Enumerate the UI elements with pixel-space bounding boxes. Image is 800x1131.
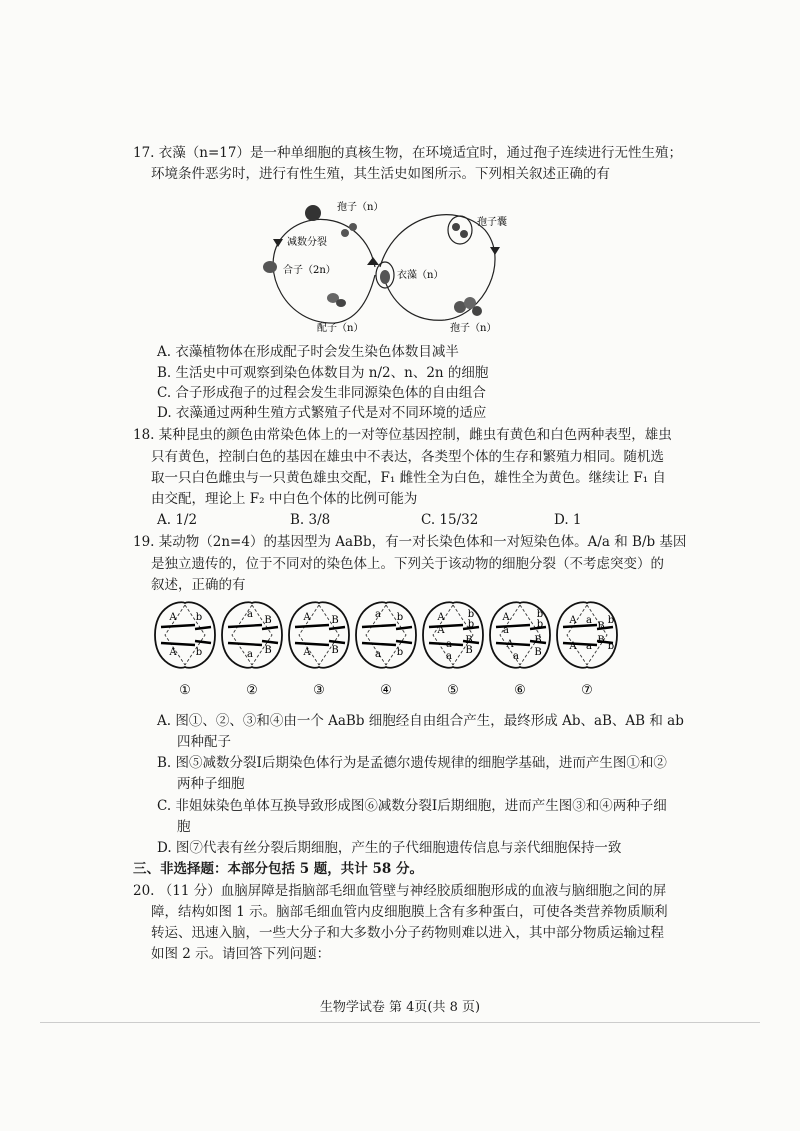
chromosome-long <box>161 643 195 645</box>
gene-label: B <box>264 645 272 656</box>
q17-line1: 17. 衣藻（n=17）是一种单细胞的真核生物，在环境适宜时，通过孢子连续进行无性生殖； <box>133 145 682 161</box>
label-spore-bottom: 孢子（n） <box>450 323 497 334</box>
gene-label: B <box>534 635 542 646</box>
section-heading: 三、非选择题：本部分包括 5 题，共计 58 分。 <box>133 861 423 877</box>
q19-option-a-line1: A. 图①、②、③和④由一个 AaBb 细胞经自由组合产生，最终形成 Ab、aB、AB 和 ab <box>157 713 684 729</box>
gene-label: b <box>607 615 615 626</box>
q19-option-c-line2: 胞 <box>177 819 191 835</box>
cell-figure-3 <box>289 602 349 698</box>
footer-rule <box>40 1022 760 1023</box>
q20-line2: 障，结构如图 1 示。脑部毛细血管内皮细胞膜上含有多种蛋白，可使各类营养物质顺利 <box>151 904 668 920</box>
gene-label: A <box>437 612 445 623</box>
chromosome-long <box>362 643 396 645</box>
sporangium-top-icon <box>305 205 321 221</box>
cell-number-label: ⑤ <box>447 683 459 698</box>
gene-label: b <box>396 612 404 623</box>
cell-membrane <box>289 602 349 668</box>
gene-label: A <box>437 625 445 636</box>
gene-label: a <box>586 615 592 626</box>
q19-line2: 是独立遗传的，位于不同对的染色体上。下列关于该动物的细胞分裂（不考虑突变）的 <box>151 556 664 572</box>
gene-label: a <box>446 639 452 650</box>
cell-number-label: ④ <box>380 683 392 698</box>
label-gamete: 配子（n） <box>317 323 364 334</box>
chromosome-short <box>329 641 345 643</box>
chromosome-short <box>396 641 412 643</box>
cell-number-label: ① <box>179 683 191 698</box>
gene-label: A <box>169 647 177 658</box>
life-cycle-diagram <box>245 195 545 345</box>
cell-number-label: ⑦ <box>581 683 593 698</box>
q17-option-a: A. 衣藻植物体在形成配子时会发生染色体数目减半 <box>157 344 459 360</box>
gene-label: B <box>331 615 339 626</box>
chromosome-long <box>161 625 195 627</box>
gene-label: b <box>195 647 203 658</box>
q19-option-b-line1: B. 图⑤减数分裂I后期染色体行为是孟德尔遗传规律的细胞学基础，进而产生图①和② <box>157 755 667 771</box>
cell-figure-7 <box>557 602 617 698</box>
gene-label: b <box>467 619 475 630</box>
gene-label: a <box>247 649 253 660</box>
q20-line4: 如图 2 示。请回答下列问题： <box>151 946 331 962</box>
cell-membrane <box>557 602 617 668</box>
chromosome-long <box>362 625 396 627</box>
sporangium-icon <box>448 216 472 244</box>
gene-label: a <box>513 651 519 662</box>
chromosome-long <box>496 625 530 627</box>
q17-option-d: D. 衣藻通过两种生殖方式繁殖子代是对不同环境的适应 <box>157 405 487 421</box>
q17-option-c: C. 合子形成孢子的过程会发生非同源染色体的自由组合 <box>157 385 486 401</box>
q19-line1: 19. 某动物（2n=4）的基因型为 AaBb，有一对长染色体和一对短染色体。A/a 和 B/b 基因 <box>133 534 687 550</box>
gene-label: B <box>465 645 473 656</box>
cell-number-label: ③ <box>313 683 325 698</box>
gene-label: B <box>597 621 605 632</box>
label-spore-top: 孢子（n） <box>337 202 384 213</box>
q18-option-d: D. 1 <box>554 512 582 528</box>
q17-option-b: B. 生活史中可观察到染色体数目为 n/2、n、2n 的细胞 <box>157 365 489 381</box>
chromosome-long <box>295 625 329 627</box>
q17-line2: 环境条件恶劣时，进行有性生殖，其生活史如图所示。下列相关叙述正确的有 <box>151 166 610 182</box>
cell-figure-1 <box>155 602 215 698</box>
gene-label: a <box>503 625 509 636</box>
q18-option-a: A. 1/2 <box>157 512 198 528</box>
chromosome-short <box>262 627 278 629</box>
gene-label: A <box>303 612 311 623</box>
gene-label: B <box>264 615 272 626</box>
q19-option-d: D. 图⑦代表有丝分裂后期细胞，产生的子代细胞遗传信息与亲代细胞保持一致 <box>157 840 622 856</box>
gene-label: B <box>597 635 605 646</box>
q19-line3: 叙述，正确的有 <box>151 577 246 593</box>
label-meiosis: 减数分裂 <box>287 237 327 248</box>
gene-label: b <box>607 641 615 652</box>
label-sporangium: 孢子囊 <box>477 217 507 228</box>
page-footer: 生物学试卷 第 4页(共 8 页) <box>319 1000 481 1015</box>
chromosome-short <box>195 641 211 643</box>
cell-number-label: ⑥ <box>514 683 526 698</box>
gene-label: a <box>586 641 592 652</box>
chromosome-long <box>429 625 463 627</box>
chromosome-long <box>295 643 329 645</box>
gene-label: B <box>534 647 542 658</box>
label-zygote: 合子（2n） <box>283 265 336 276</box>
chromosome-short <box>329 627 345 629</box>
q19-option-b-line2: 两种子细胞 <box>177 776 245 792</box>
gene-label: b <box>467 609 475 620</box>
cell-figure-2 <box>222 602 282 698</box>
q18-line4: 由交配，理论上 F₂ 中白色个体的比例可能为 <box>151 491 418 507</box>
q20-line1: 20. （11 分）血脑屏障是指脑部毛细血管壁与神经胶质细胞形成的血液与脑细胞之间的屏 <box>133 883 667 899</box>
gene-label: B <box>331 645 339 656</box>
chromosome-short <box>195 627 211 629</box>
gene-label: b <box>536 619 544 630</box>
gene-label: b <box>396 647 404 658</box>
q18-option-b: B. 3/8 <box>290 512 331 528</box>
cell-division-diagram <box>150 590 660 700</box>
cell-figure-5 <box>423 602 483 698</box>
gene-label: A <box>569 615 577 626</box>
cell-figure-4 <box>356 602 416 698</box>
gene-label: a <box>375 649 381 660</box>
cell-number-label: ② <box>246 683 258 698</box>
cell-membrane <box>356 602 416 668</box>
gene-label: A <box>169 612 177 623</box>
gene-label: b <box>536 609 544 620</box>
q19-option-c-line1: C. 非姐妹染色单体互换导致形成图⑥减数分裂I后期细胞，进而产生图③和④两种子细 <box>157 798 667 814</box>
chromosome-short <box>396 627 412 629</box>
gene-label: a <box>247 609 253 620</box>
chromosome-long <box>228 625 262 627</box>
chromosome-short <box>262 641 278 643</box>
q20-line3: 转运、迅速入脑，一些大分子和大多数小分子药物则难以进入，其中部分物质运输过程 <box>151 925 664 941</box>
gene-label: A <box>502 612 510 623</box>
q19-option-a-line2: 四种配子 <box>177 734 231 750</box>
q18-line2: 只有黄色，控制白色的基因在雄虫中不表达，各类型个体的生存和繁殖力相同。随机选 <box>151 449 664 465</box>
gene-label: A <box>303 647 311 658</box>
cell-membrane <box>155 602 215 668</box>
chromosome-long <box>228 643 262 645</box>
gene-label: B <box>465 635 473 646</box>
q18-option-c: C. 15/32 <box>421 512 479 528</box>
gene-label: b <box>195 612 203 623</box>
label-chlamydomonas: 衣藻（n） <box>397 270 444 281</box>
q18-line1: 18. 某种昆虫的颜色由常染色体上的一对等位基因控制，雌虫有黄色和白色两种表型，雄虫 <box>133 427 672 443</box>
cell-figure-6 <box>490 602 550 698</box>
gene-label: A <box>506 639 514 650</box>
gene-label: a <box>446 651 452 662</box>
q18-line3: 取一只白色雌虫与一只黄色雄虫交配，F₁ 雌性全为白色，雄性全为黄色。继续让 F₁ 自 <box>151 470 666 486</box>
gene-label: A <box>569 641 577 652</box>
gene-label: a <box>375 609 381 620</box>
